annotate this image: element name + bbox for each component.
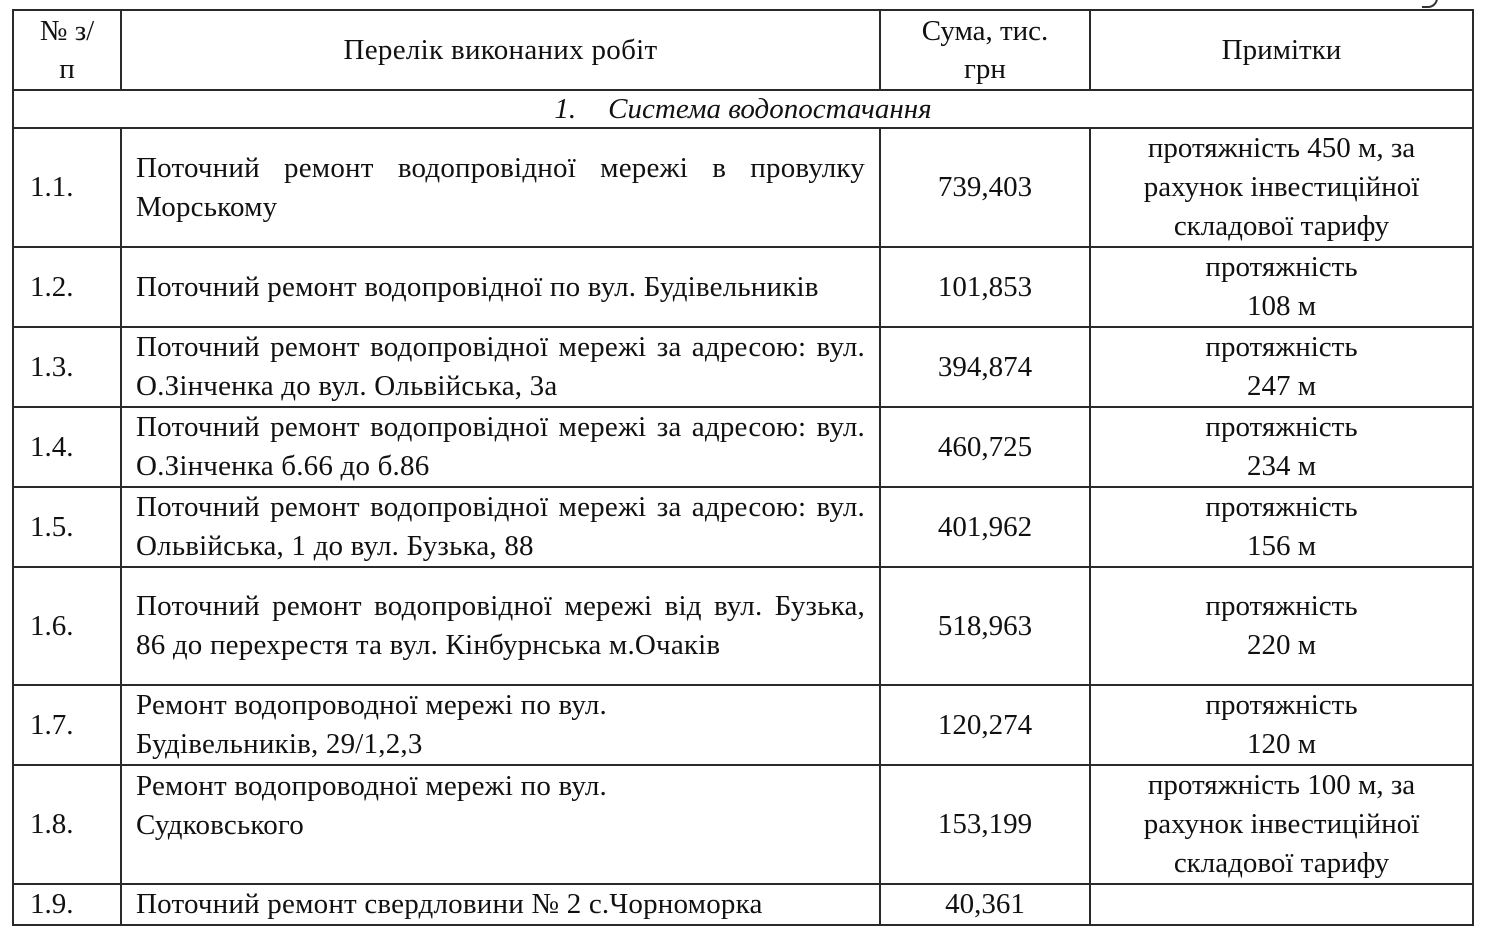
row-note [1090,567,1473,685]
header-num [13,10,121,90]
works-table [12,9,1474,926]
row-sum: 40,361 [880,884,1090,925]
row-num: 1.3. [13,327,121,407]
row-note [1090,487,1473,567]
row-sum: 401,962 [880,487,1090,567]
header-note: Примітки [1090,10,1473,90]
row-num: 1.7. [13,685,121,765]
header-num-label: № з/п [39,15,95,85]
row-work: Поточний ремонт свердловини № 2 с.Чорноморка [121,884,880,925]
page-corner-mark [1422,0,1438,8]
row-note [1090,407,1473,487]
row-work-text: Ремонт водопроводної мережі по вул. Судковського [136,769,607,841]
row-sum: 394,874 [880,327,1090,407]
table-row [13,407,1473,487]
row-work [121,685,880,765]
table-row [13,685,1473,765]
row-work [121,765,880,884]
row-note: протяжність 450 м, за рахунок інвестиційної складової тарифу [1090,128,1473,247]
row-num: 1.8. [13,765,121,884]
row-sum: 101,853 [880,247,1090,327]
table-row [13,247,1473,327]
row-num: 1.4. [13,407,121,487]
row-note [1090,685,1473,765]
section-row [13,90,1473,128]
table-row [13,487,1473,567]
table-row [13,567,1473,685]
table-row [13,765,1473,884]
header-sum [880,10,1090,90]
section-title: Система водопостачання [608,93,932,125]
table-row [13,128,1473,247]
row-note-text: протяжність 156 м [1205,491,1358,562]
row-note [1090,247,1473,327]
row-sum: 153,199 [880,765,1090,884]
row-work: Поточний ремонт водопровідної мережі від вул. Бузька, 86 до перехрестя та вул. Кінбурнська м.Очаків [121,567,880,685]
row-note-text: протяжність 120 м [1205,689,1358,760]
row-num: 1.6. [13,567,121,685]
table-header-row [13,10,1473,90]
section-number: 1. [554,93,577,125]
table-row [13,884,1473,925]
row-work-text: Ремонт водопроводної мережі по вул. Будівельників, 29/1,2,3 [136,689,607,760]
row-num: 1.5. [13,487,121,567]
row-note-text: протяжність 234 м [1205,411,1358,482]
row-work: Поточний ремонт водопровідної мережі за адресою: вул. О.Зінченка б.66 до б.86 [121,407,880,487]
row-sum: 739,403 [880,128,1090,247]
row-work: Поточний ремонт водопровідної мережі за адресою: вул. Ольвійська, 1 до вул. Бузька, 88 [121,487,880,567]
row-work: Поточний ремонт водопровідної мережі в провулку Морському [121,128,880,247]
row-num: 1.9. [13,884,121,925]
row-note [1090,884,1473,925]
header-work: Перелік виконаних робіт [121,10,880,90]
row-sum: 518,963 [880,567,1090,685]
row-sum: 460,725 [880,407,1090,487]
row-num: 1.2. [13,247,121,327]
row-work: Поточний ремонт водопровідної мережі за адресою: вул. О.Зінченка до вул. Ольвійська, 3а [121,327,880,407]
header-sum-label: Сума, тис. грн [921,15,1049,85]
row-sum: 120,274 [880,685,1090,765]
section-title-cell [13,90,1473,128]
table-row [13,327,1473,407]
row-note-text: протяжність 247 м [1205,331,1358,402]
row-num: 1.1. [13,128,121,247]
row-note-text: протяжність 108 м [1205,251,1358,322]
row-note-text: протяжність 220 м [1205,590,1358,661]
row-work: Поточний ремонт водопровідної по вул. Будівельників [121,247,880,327]
row-note [1090,327,1473,407]
row-note: протяжність 100 м, за рахунок інвестиційної складової тарифу [1090,765,1473,884]
